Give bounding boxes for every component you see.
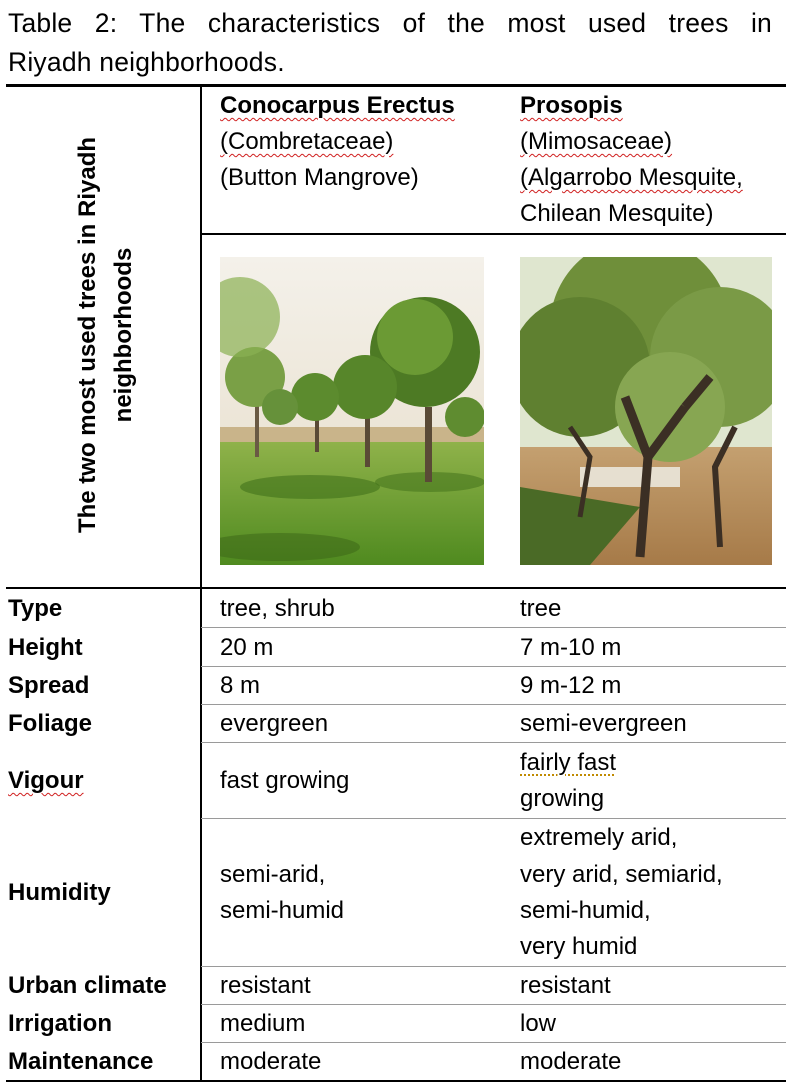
- row-vigour-b-1-text: fairly fast: [520, 749, 617, 776]
- row-rule: [201, 818, 786, 819]
- row-maintenance-b: moderate: [520, 1048, 622, 1075]
- row-humidity-b-3: semi-humid,: [520, 897, 651, 924]
- row-rule: [201, 1042, 786, 1043]
- species-b-common-name-1: [520, 160, 743, 196]
- prosopis-photo: [520, 257, 772, 565]
- row-humidity-a-1: semi-arid,: [220, 861, 326, 888]
- row-humidity-b-2: very arid, semiarid,: [520, 861, 723, 888]
- row-spread-a: 8 m: [220, 672, 261, 699]
- row-label-humidity: Humidity: [8, 879, 111, 906]
- species-b-common-name-1-text: (Algarrobo Mesquite,: [520, 164, 743, 191]
- row-foliage-a: evergreen: [220, 710, 329, 737]
- row-vigour-b-1: [520, 745, 616, 781]
- side-header-line-1: The two most used trees in Riyadh: [74, 136, 102, 534]
- table-bottom-rule: [6, 1080, 786, 1082]
- row-irrigation-b: low: [520, 1010, 557, 1037]
- row-spread-b: 9 m-12 m: [520, 672, 622, 699]
- row-type-b: tree: [520, 595, 562, 622]
- row-label-foliage: Foliage: [8, 710, 93, 737]
- row-label-spread: Spread: [8, 672, 90, 699]
- row-type-a: tree, shrub: [220, 595, 335, 622]
- row-rule: [201, 1004, 786, 1005]
- row-irrigation-a: medium: [220, 1010, 306, 1037]
- conocarpus-photo: [220, 257, 484, 565]
- row-label-urban-climate: Urban climate: [8, 972, 167, 999]
- species-b-name: Prosopis: [520, 92, 623, 119]
- row-label-height: Height: [8, 634, 83, 661]
- row-vigour-a: fast growing: [220, 767, 350, 794]
- row-rule: [201, 742, 786, 743]
- row-humidity-b-4: very humid: [520, 933, 638, 960]
- row-humidity-a-2: semi-humid: [220, 897, 345, 924]
- species-a-family: (Combretaceae): [220, 128, 394, 155]
- photo-bottom-rule: [6, 587, 786, 589]
- row-rule: [201, 966, 786, 967]
- column-divider-rule: [200, 86, 202, 1081]
- row-label-irrigation: Irrigation: [8, 1010, 113, 1037]
- row-vigour-b-2: growing: [520, 785, 605, 812]
- row-urban-climate-b: resistant: [520, 972, 611, 999]
- header-divider-rule: [201, 233, 786, 235]
- row-height-b: 7 m-10 m: [520, 634, 622, 661]
- species-a-common-name: (Button Mangrove): [220, 164, 419, 191]
- row-maintenance-a: moderate: [220, 1048, 322, 1075]
- side-header: [71, 120, 141, 550]
- row-label-type: Type: [8, 595, 63, 622]
- side-header-line-2: neighborhoods: [110, 247, 138, 423]
- row-label-vigour: [8, 763, 84, 799]
- row-humidity-b-1: extremely arid,: [520, 824, 678, 851]
- row-label-vigour-text: Vigour: [8, 767, 84, 794]
- row-urban-climate-a: resistant: [220, 972, 311, 999]
- row-label-maintenance: Maintenance: [8, 1048, 154, 1075]
- row-foliage-b: semi-evergreen: [520, 710, 687, 737]
- caption-line-1: Table 2: The characteristics of the most used trees in: [8, 8, 772, 38]
- species-a-name: Conocarpus Erectus: [220, 92, 455, 119]
- species-b-family: (Mimosaceae): [520, 128, 673, 155]
- row-rule: [201, 666, 786, 667]
- row-rule: [201, 627, 786, 628]
- caption-line-2: Riyadh neighborhoods.: [8, 47, 285, 77]
- row-height-a: 20 m: [220, 634, 274, 661]
- species-b-common-name-2: Chilean Mesquite): [520, 200, 714, 227]
- table-top-rule: [6, 84, 786, 87]
- row-rule: [201, 704, 786, 705]
